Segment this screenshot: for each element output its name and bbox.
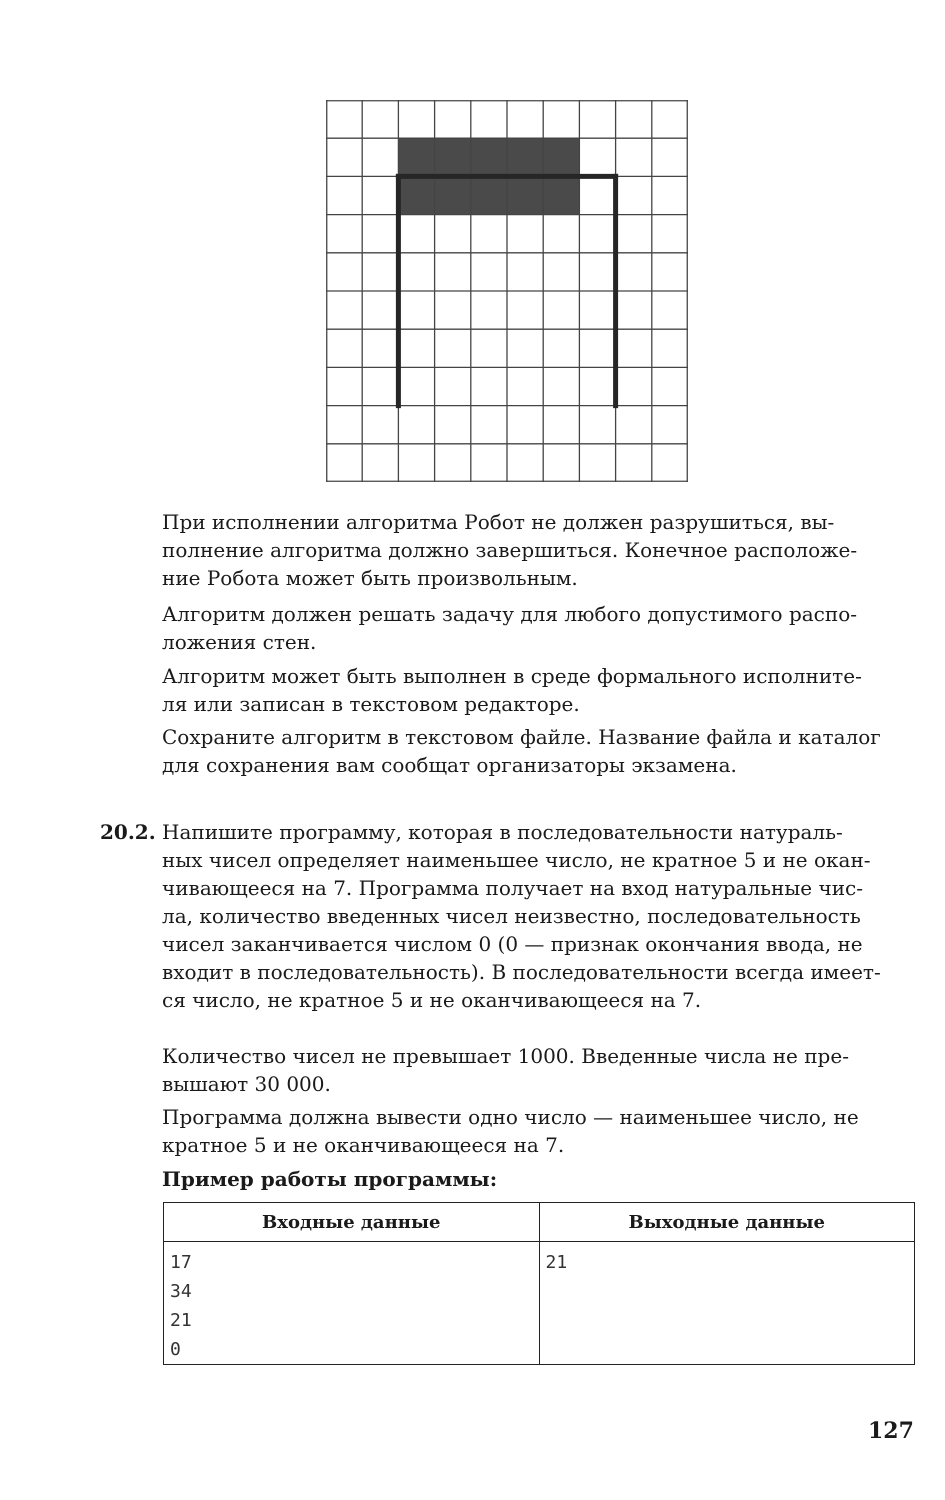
filled-cell <box>471 138 507 176</box>
text-line: полнение алгоритма должно завершиться. Конечное расположе- <box>162 538 858 562</box>
text-line: ложения стен. <box>162 630 317 654</box>
text-line: кратное 5 и не оканчивающееся на 7. <box>162 1133 565 1157</box>
text-line: ных чисел определяет наименьшее число, не кратное 5 и не окан- <box>162 848 871 872</box>
text-line: чисел заканчивается числом 0 (0 — признак окончания ввода, не <box>162 932 863 956</box>
text-line: ние Робота может быть произвольным. <box>162 566 578 590</box>
robot-field-figure <box>326 100 688 482</box>
filled-cell <box>543 138 579 176</box>
text-line: Алгоритм может быть выполнен в среде формального исполните- <box>162 664 862 688</box>
text-line: входит в последовательность). В последовательности всегда имеет- <box>162 960 881 984</box>
text-line: Программа должна вывести одно число — наименьшее число, не <box>162 1105 859 1129</box>
text-line: ся число, не кратное 5 и не оканчивающееся на 7. <box>162 988 702 1012</box>
task-statement <box>162 818 912 1014</box>
example-heading: Пример работы программы: <box>162 1167 498 1191</box>
example-output-cell <box>539 1242 915 1365</box>
input-value: 0 <box>170 1339 181 1360</box>
text-line: Количество чисел не превышает 1000. Введенные числа не пре- <box>162 1044 849 1068</box>
text-line: ла, количество введенных чисел неизвестно, последовательность <box>162 904 861 928</box>
filled-cell <box>543 176 579 214</box>
filled-cell <box>507 176 543 214</box>
filled-cell <box>398 176 434 214</box>
input-value: 21 <box>170 1310 192 1331</box>
paragraph-save-file <box>162 723 912 779</box>
task-limits <box>162 1042 912 1098</box>
text-line: вышают 30 000. <box>162 1072 331 1096</box>
text-line: Сохраните алгоритм в текстовом файле. Название файла и каталог <box>162 725 881 749</box>
text-line: Напишите программу, которая в последовательности натураль- <box>162 820 843 844</box>
filled-cell <box>507 138 543 176</box>
filled-cell <box>398 138 434 176</box>
text-line: При исполнении алгоритма Робот не должен разрушиться, вы- <box>162 510 835 534</box>
text-line: чивающееся на 7. Программа получает на вход натуральные чис- <box>162 876 863 900</box>
input-value: 17 <box>170 1252 192 1273</box>
filled-cell <box>435 176 471 214</box>
filled-cell <box>471 176 507 214</box>
example-table <box>163 1202 915 1365</box>
task-output-requirement <box>162 1103 912 1159</box>
output-column-header: Выходные данные <box>539 1203 915 1242</box>
paragraph-execution-environment <box>162 662 912 718</box>
text-line: ля или записан в текстовом редакторе. <box>162 692 580 716</box>
output-value: 21 <box>545 1252 568 1273</box>
example-input-cell <box>164 1242 540 1365</box>
input-value: 34 <box>170 1281 192 1302</box>
filled-cell <box>435 138 471 176</box>
paragraph-any-walls <box>162 600 912 656</box>
task-number: 20.2. <box>100 820 156 844</box>
text-line: для сохранения вам сообщат организаторы экзамена. <box>162 753 737 777</box>
input-column-header: Входные данные <box>164 1203 540 1242</box>
paragraph-robot-safety <box>162 508 912 592</box>
page-number: 127 <box>868 1418 914 1444</box>
text-line: Алгоритм должен решать задачу для любого допустимого распо- <box>162 602 857 626</box>
